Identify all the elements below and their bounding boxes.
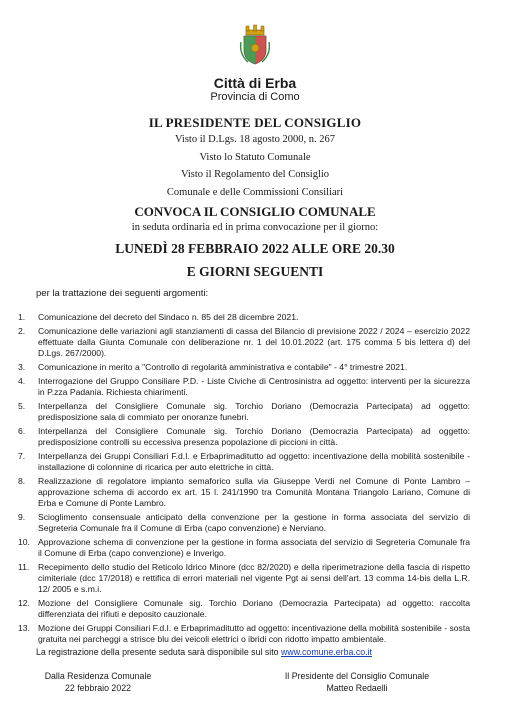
agenda-item-number: 1.	[18, 312, 26, 322]
legal-reference-3: Visto il Regolamento del Consiglio	[180, 169, 330, 180]
convocation-title: CONVOCA IL CONSIGLIO COMUNALE	[134, 204, 376, 219]
issue-place-date	[38, 670, 158, 694]
signatory-role: Il Presidente del Consiglio Comunale	[284, 671, 430, 681]
agenda-item-number: 5.	[18, 401, 26, 411]
agenda-item	[18, 426, 470, 448]
legal-reference-1: Visto il D.Lgs. 18 agosto 2000, n. 267	[174, 134, 336, 145]
agenda-item	[18, 562, 470, 595]
agenda-item	[18, 598, 470, 620]
signatory-name: Matteo Redaelli	[326, 683, 388, 693]
president-signature	[262, 670, 452, 694]
agenda-item-text: Approvazione schema di convenzione per la gestione in forma associata del servizio di Segreteria Comunale fra il Comune di Erba (capo convenzione) e Inverigo.	[38, 537, 470, 558]
agenda-item-number: 3.	[18, 362, 26, 372]
agenda-item-number: 11.	[18, 562, 30, 572]
session-description: in seduta ordinaria ed in prima convocazione per il giorno:	[131, 222, 379, 233]
agenda-item	[18, 451, 470, 473]
registration-note	[36, 647, 372, 657]
city-crest-icon	[238, 24, 272, 66]
legal-reference-2: Visto lo Statuto Comunale	[199, 152, 311, 163]
agenda-item	[18, 326, 470, 359]
agenda-intro: per la trattazione dei seguenti argomenti:	[36, 288, 209, 299]
meeting-following-days: E GIORNI SEGUENTI	[186, 264, 324, 279]
agenda-item-number: 7.	[18, 451, 26, 461]
agenda-item-text: Interpellanza dei Gruppi Consiliari F.d.I. e Erbaprimaditutto ad oggetto: incentivazione della mobilità sostenibile - installazione di colonnine di ricarica per auto elettriche in città.	[38, 451, 470, 472]
agenda-item-text: Scioglimento consensuale anticipato della convenzione per la gestione in forma associata del servizio di Segreteria Comunale fra il Comune di Erba (capo convenzione) e Nerviano.	[38, 512, 470, 533]
agenda-item	[18, 312, 470, 323]
agenda-item	[18, 476, 470, 509]
agenda-item-text: Comunicazione in merito a "Controllo di regolarità amministrativa e contabile" - 4° trimestre 2021.	[38, 362, 408, 372]
agenda-list	[18, 312, 470, 648]
agenda-item	[18, 537, 470, 559]
agenda-item-text: Interrogazione del Gruppo Consiliare P.D. - Liste Civiche di Centrosinistra ad oggetto: interventi per la sicurezza in P.zza Padania. Richiesta chiarimenti.	[38, 376, 470, 397]
agenda-item-text: Comunicazione del decreto del Sindaco n. 85 del 28 dicembre 2021.	[38, 312, 299, 322]
agenda-item-text: Comunicazione delle variazioni agli stanziamenti di cassa del Bilancio di previsione 2022 / 2024 – esercizio 2022 effettuate dalla Giunta Comunale con deliberazione nr. 1 del 10.01.2022 (art. 175 comma 5 bis lettera d) del D.Lgs. 267/2000).	[38, 326, 470, 358]
agenda-item-text: Interpellanza del Consigliere Comunale sig. Torchio Doriano (Democrazia Partecipata) ad oggetto: predisposizione sala di commiato per onoranze funebri.	[38, 401, 470, 422]
municipality-website-link[interactable]: www.comune.erba.co.it	[281, 647, 372, 657]
issue-place: Dalla Residenza Comunale	[44, 671, 152, 681]
agenda-item-text: Mozione del Consigliere Comunale sig. Torchio Doriano (Democrazia Partecipata) ad oggetto: raccolta differenziata dei rifiuti e deposito cauzionale.	[38, 598, 470, 619]
city-name: Città di Erba	[213, 75, 297, 91]
agenda-item	[18, 376, 470, 398]
agenda-item	[18, 512, 470, 534]
registration-text: La registrazione della presente seduta sarà disponibile sul sito	[36, 647, 279, 657]
agenda-item-text: Realizzazione di regolatore impianto semaforico sulla via Giuseppe Verdi nel Comune di Ponte Lambro – approvazione schema di accordo ex art. 15 l. 241/1990 tra Comunità Montana Triangolo Lariano, Comune di Erba e Comune di Ponte Lambro.	[38, 476, 470, 508]
agenda-item-number: 12.	[18, 598, 30, 608]
agenda-item-number: 9.	[18, 512, 26, 522]
meeting-date: LUNEDÌ 28 FEBBRAIO 2022 ALLE ORE 20.30	[115, 241, 395, 256]
agenda-item-number: 8.	[18, 476, 26, 486]
agenda-item	[18, 623, 470, 645]
president-heading: IL PRESIDENTE DEL CONSIGLIO	[148, 115, 362, 130]
agenda-item-text: Mozione dei Gruppi Consiliari F.d.I. e Erbaprimaditutto ad oggetto: incentivazione della mobilità sostenibile - sosta gratuita nei parcheggi a strisce blu dei veicoli elettrici o ibridi con ridotto impatto ambientale.	[38, 623, 470, 644]
agenda-item-number: 6.	[18, 426, 26, 436]
agenda-item-number: 2.	[18, 326, 26, 336]
agenda-item-text: Interpellanza del Consigliere Comunale sig. Torchio Doriano (Democrazia Partecipata) ad oggetto: predisposizione controlli su eccessiva presenza popolazione di piccioni in città.	[38, 426, 470, 447]
agenda-item	[18, 401, 470, 423]
legal-reference-4: Comunale e delle Commissioni Consiliari	[166, 187, 344, 198]
agenda-item	[18, 362, 470, 373]
agenda-item-number: 13.	[18, 623, 30, 633]
province-name: Provincia di Como	[210, 91, 300, 103]
agenda-item-text: Recepimento dello studio del Reticolo Idrico Minore (dcc 82/2020) e della riperimetrazione della fascia di rispetto cimiteriale (dcc 17/2018) e rettifica di errori materiali nel vigente Pgt ai sensi dell’art. 13 comma 14-bis della L.R. 12/ 2005 e s.m.i.	[38, 562, 470, 594]
agenda-item-number: 10.	[18, 537, 30, 547]
agenda-item-number: 4.	[18, 376, 26, 386]
issue-date: 22 febbraio 2022	[64, 683, 132, 693]
